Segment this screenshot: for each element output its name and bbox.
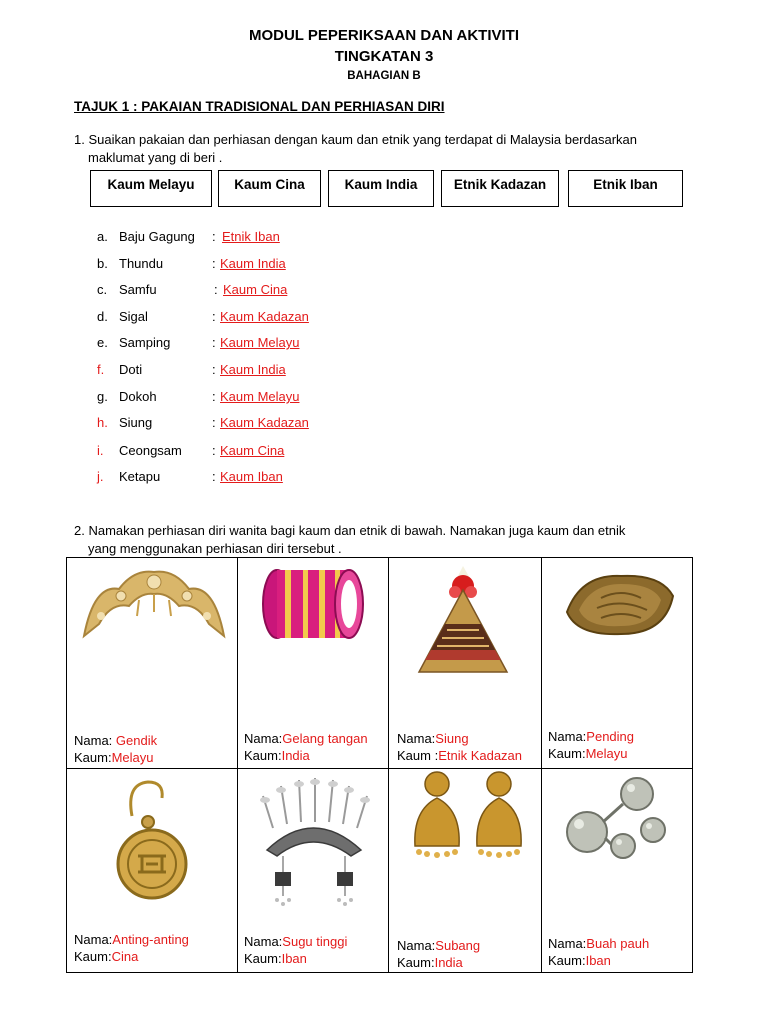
option-box-etnik-iban: Etnik Iban bbox=[568, 170, 683, 207]
item-name: Doti bbox=[119, 362, 143, 377]
item-colon: : bbox=[212, 443, 216, 458]
question-2-text-cont: yang menggunakan perhiasan diri tersebut . bbox=[88, 541, 342, 556]
answer-kaum: Melayu bbox=[111, 750, 154, 765]
item-colon: : bbox=[212, 389, 216, 404]
answer-nama: Gelang tangan bbox=[282, 731, 368, 746]
caption-cell-8: Nama:Buah pauh Kaum:Iban bbox=[548, 936, 650, 968]
answer-kaum: India bbox=[434, 955, 463, 970]
answer-nama: Anting-anting bbox=[112, 932, 189, 947]
table-divider bbox=[237, 558, 238, 972]
page-subtitle: TINGKATAN 3 bbox=[334, 48, 434, 65]
item-answer: Kaum Melayu bbox=[220, 335, 300, 350]
jhumka-earrings-icon bbox=[407, 770, 529, 870]
item-colon: : bbox=[212, 362, 216, 377]
item-answer: Kaum India bbox=[220, 362, 286, 377]
item-colon: : bbox=[212, 335, 216, 350]
item-name: Dokoh bbox=[119, 389, 157, 404]
item-letter: a. bbox=[97, 229, 108, 244]
caption-cell-4: Nama:Pending Kaum:Melayu bbox=[548, 729, 635, 761]
table-divider bbox=[67, 768, 692, 769]
topic-heading: TAJUK 1 : PAKAIAN TRADISIONAL DAN PERHIASAN DIRI bbox=[74, 99, 445, 114]
item-name: Thundu bbox=[119, 256, 164, 271]
item-answer: Kaum Kadazan bbox=[220, 309, 309, 324]
item-answer: Kaum Cina bbox=[223, 282, 288, 297]
item-answer: Kaum Melayu bbox=[220, 389, 300, 404]
answer-kaum: India bbox=[281, 748, 310, 763]
caption-cell-5: Nama:Anting-anting Kaum:Cina bbox=[74, 932, 189, 964]
table-divider bbox=[541, 558, 542, 972]
item-letter: h. bbox=[97, 415, 108, 430]
section-label: BAHAGIAN B bbox=[347, 70, 421, 82]
item-colon: : bbox=[212, 415, 216, 430]
buckle-icon bbox=[561, 568, 679, 642]
headdress-icon bbox=[253, 776, 375, 916]
item-letter: c. bbox=[97, 282, 108, 297]
round-earring-icon bbox=[102, 776, 202, 906]
option-box-kaum-india: Kaum India bbox=[328, 170, 434, 207]
answer-nama: Gendik bbox=[115, 733, 158, 748]
answer-kaum: Melayu bbox=[585, 746, 628, 761]
answer-nama: Buah pauh bbox=[586, 936, 650, 951]
table-divider bbox=[388, 558, 389, 972]
crown-tiara-icon bbox=[79, 564, 229, 644]
item-colon: : bbox=[212, 469, 216, 484]
answer-nama: Siung bbox=[435, 731, 469, 746]
item-answer: Etnik Iban bbox=[222, 229, 280, 244]
item-name: Baju Gagung bbox=[119, 229, 195, 244]
item-name: Siung bbox=[119, 415, 153, 430]
caption-cell-2: Nama:Gelang tangan Kaum:India bbox=[244, 731, 368, 763]
question-1-text: 1. Suaikan pakaian dan perhiasan dengan kaum dan etnik yang terdapat di Malaysia berdasarkan bbox=[74, 132, 637, 147]
item-letter: i. bbox=[97, 443, 104, 458]
item-letter: g. bbox=[97, 389, 108, 404]
answer-kaum: Etnik Kadazan bbox=[438, 748, 523, 763]
caption-cell-1: Nama: Gendik Kaum:Melayu bbox=[74, 733, 158, 765]
item-letter: e. bbox=[97, 335, 108, 350]
item-name: Ketapu bbox=[119, 469, 161, 484]
jewelry-table bbox=[66, 557, 693, 973]
caption-cell-6: Nama:Sugu tinggi Kaum:Iban bbox=[244, 934, 348, 966]
caption-cell-3: Nama:Siung Kaum :Etnik Kadazan bbox=[397, 731, 523, 763]
option-box-etnik-kadazan: Etnik Kadazan bbox=[441, 170, 559, 207]
item-answer: Kaum Kadazan bbox=[220, 415, 309, 430]
conical-hat-icon bbox=[411, 560, 516, 678]
item-colon: : bbox=[212, 309, 216, 324]
item-name: Samfu bbox=[119, 282, 157, 297]
item-colon: : bbox=[214, 282, 218, 297]
item-answer: Kaum India bbox=[220, 256, 286, 271]
bangles-icon bbox=[255, 562, 370, 648]
item-name: Sigal bbox=[119, 309, 148, 324]
answer-nama: Sugu tinggi bbox=[282, 934, 348, 949]
item-answer: Kaum Iban bbox=[220, 469, 283, 484]
item-letter: j. bbox=[97, 469, 104, 484]
answer-nama: Subang bbox=[435, 938, 481, 953]
silver-buttons-icon bbox=[561, 776, 673, 868]
option-box-kaum-cina: Kaum Cina bbox=[218, 170, 321, 207]
question-1-text-cont: maklumat yang di beri . bbox=[88, 150, 223, 165]
page-title: MODUL PEPERIKSAAN DAN AKTIVITI bbox=[248, 27, 519, 44]
item-letter: b. bbox=[97, 256, 108, 271]
item-colon: : bbox=[212, 256, 216, 271]
item-name: Ceongsam bbox=[119, 443, 182, 458]
answer-kaum: Cina bbox=[111, 949, 139, 964]
item-colon: : bbox=[212, 229, 216, 244]
option-box-kaum-melayu: Kaum Melayu bbox=[90, 170, 212, 207]
question-2-text: 2. Namakan perhiasan diri wanita bagi kaum dan etnik di bawah. Namakan juga kaum dan etnik bbox=[74, 523, 626, 538]
answer-kaum: Iban bbox=[585, 953, 611, 968]
item-letter: f. bbox=[97, 362, 105, 377]
item-letter: d. bbox=[97, 309, 108, 324]
caption-cell-7: Nama:Subang Kaum:India bbox=[397, 938, 481, 970]
item-name: Samping bbox=[119, 335, 171, 350]
item-answer: Kaum Cina bbox=[220, 443, 285, 458]
answer-kaum: Iban bbox=[281, 951, 307, 966]
answer-nama: Pending bbox=[586, 729, 635, 744]
